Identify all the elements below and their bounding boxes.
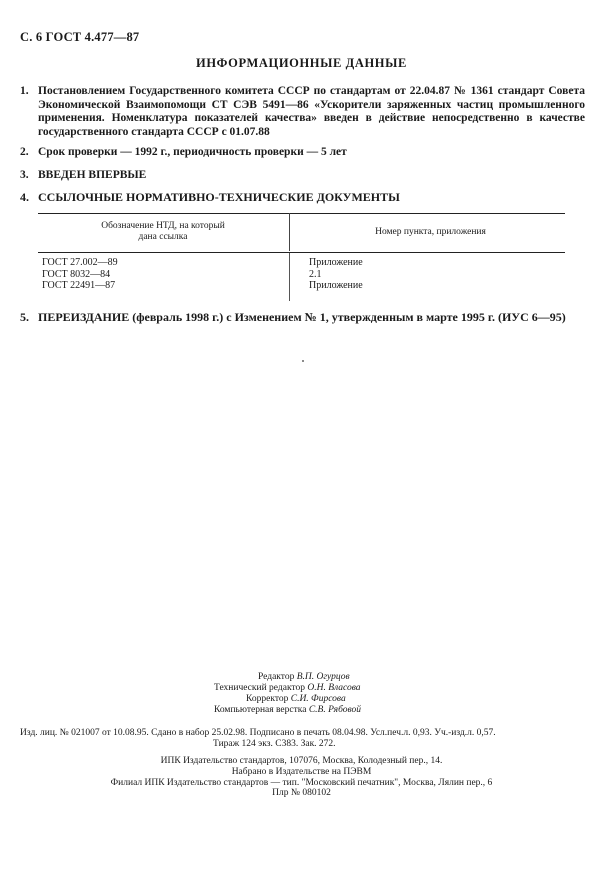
item-text: ПЕРЕИЗДАНИЕ (февраль 1998 г.) с Изменением № 1, утвержденным в марте 1995 г. (ИУС 6—95): [38, 310, 566, 324]
table-header-document: Обозначение НТД, на который дана ссылка: [101, 221, 225, 242]
page-title: ИНФОРМАЦИОННЫЕ ДАННЫЕ: [196, 56, 407, 70]
item-number: 3.: [20, 169, 29, 181]
item-text: Постановлением Государственного комитета СССР по стандартам от 22.04.87 № 1361 стандарт Совета Экономической Взаимопомощи СТ СЭВ 5491—86 «Ускорители заряженных частиц промышленного применения. Номенклатура показателей качества» введен в действие непосредственно в качестве государственного стандарта СССР с 01.07.88: [38, 85, 585, 138]
scan-speck: [302, 360, 304, 362]
info-item-5: [20, 311, 585, 325]
table-row: [38, 280, 565, 292]
table-column-divider: [289, 213, 290, 251]
table-body: [38, 257, 565, 292]
table-header-clause: Номер пункта, приложения: [375, 227, 486, 237]
credit-editor: Редактор В.П. Огурцов: [258, 672, 350, 682]
item-number: 1.: [20, 85, 29, 97]
info-item-3: [20, 169, 585, 183]
info-item-4: [20, 191, 585, 205]
publication-details: [20, 728, 585, 749]
publication-line-1: Изд. лиц. № 021007 от 10.08.95. Сдано в набор 25.02.98. Подписано в печать 08.04.98. Усл.печ.л. 0,93. Уч.-изд.л. 0,57.: [20, 728, 496, 738]
table-row: [38, 257, 565, 269]
item-text: ССЫЛОЧНЫЕ НОРМАТИВНО-ТЕХНИЧЕСКИЕ ДОКУМЕНТЫ: [38, 190, 400, 204]
table-cell-ref: Приложение: [309, 257, 363, 268]
item-text: ВВЕДЕН ВПЕРВЫЕ: [38, 169, 147, 181]
info-item-2: [20, 146, 585, 160]
credit-layout: Компьютерная верстка С.В. Рябовой: [214, 705, 361, 715]
item-text: Срок проверки — 1992 г., периодичность проверки — 5 лет: [38, 146, 347, 158]
item-number: 4.: [20, 190, 29, 204]
credit-tech-editor: Технический редактор О.Н. Власова: [214, 683, 361, 693]
reference-table: [38, 213, 565, 303]
imprint-line: Плр № 080102: [272, 788, 331, 799]
table-top-rule: [38, 213, 565, 214]
table-cell-doc: ГОСТ 27.002—89: [42, 257, 118, 268]
info-item-1: [20, 85, 585, 139]
publication-line-2: Тираж 124 экз. С383. Зак. 272.: [213, 739, 336, 749]
imprint-line: ИПК Издательство стандартов, 107076, Москва, Колодезный пер., 14.: [160, 756, 443, 766]
imprint-line: Филиал ИПК Издательство стандартов — тип. "Московский печатник", Москва, Лялин пер., 6: [110, 777, 493, 788]
item-number: 2.: [20, 146, 29, 158]
table-header-rule: [38, 252, 565, 253]
table-cell-doc: ГОСТ 8032—84: [42, 268, 111, 280]
credit-corrector: Корректор С.И. Фирсова: [246, 694, 346, 704]
table-cell-doc: ГОСТ 22491—87: [42, 280, 116, 291]
table-row: [38, 269, 565, 281]
item-number: 5.: [20, 310, 29, 324]
imprint-block: [0, 756, 603, 799]
table-cell-ref: Приложение: [309, 280, 363, 291]
page-header: С. 6 ГОСТ 4.477—87: [20, 30, 140, 44]
table-cell-ref: 2.1: [309, 268, 322, 280]
imprint-line: Набрано в Издательстве на ПЭВМ: [231, 766, 372, 777]
